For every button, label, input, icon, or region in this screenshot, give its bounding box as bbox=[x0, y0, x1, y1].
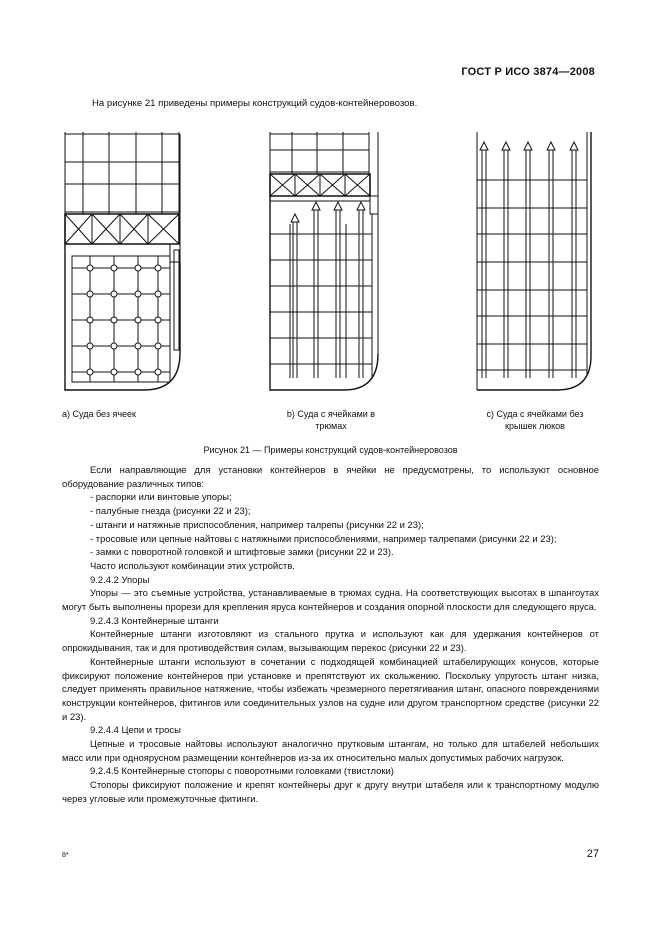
ship-with-cells-without-hatch-covers-diagram bbox=[473, 128, 597, 400]
list-item: - штанги и натяжные приспособления, например талрепы (рисунки 22 и 23); bbox=[90, 519, 424, 531]
caption-b-line2: трюмах bbox=[315, 421, 347, 431]
figure-title: Рисунок 21 — Примеры конструкций судов-контейнеровозов bbox=[203, 445, 458, 455]
paragraph: Контейнерные штанги изготовляют из стального прутка и используют как для удержания контейнеров от опрокидывания, так и для противодействия силам, вызывающим перекос (рисунки 22 и 23). bbox=[62, 629, 599, 655]
caption-c-line2: крышек люков bbox=[505, 421, 565, 431]
list-item: - палубные гнезда (рисунки 22 и 23); bbox=[90, 506, 251, 518]
list-item: - распорки или винтовые упоры; bbox=[90, 492, 232, 504]
paragraph: Стопоры фиксируют положение и крепят контейнеры друг к другу внутри штабеля или к транспортному модулю через угловые или промежуточные фитинги. bbox=[62, 780, 599, 805]
list-item: - замки с поворотной головкой и штифтовые замки (рисунки 22 и 23). bbox=[90, 547, 394, 559]
paragraph: Часто используют комбинации этих устройств. bbox=[90, 560, 295, 572]
document-header: ГОСТ Р ИСО 3874—2008 bbox=[461, 66, 595, 78]
sheet-mark: 8* bbox=[62, 852, 69, 859]
page-number: 27 bbox=[586, 848, 599, 860]
section-heading: 9.2.4.2 Упоры bbox=[90, 574, 150, 586]
section-heading: 9.2.4.3 Контейнерные штанги bbox=[90, 615, 219, 627]
caption-b bbox=[256, 408, 406, 432]
paragraph: Упоры — это съемные устройства, устанавливаемые в трюмах судна. На соответствующих высотах в шпангоутах могут быть выполнены прорези для крепления яруса контейнеров и создания опорной плоскости для следующего яруса. bbox=[62, 588, 599, 614]
section-heading: 9.2.4.5 Контейнерные стопоры с поворотными головками (твистлоки) bbox=[90, 766, 394, 778]
caption-c-line1: с) Суда с ячейками без bbox=[486, 409, 584, 419]
intro-text: На рисунке 21 приведены примеры конструкций судов-контейнеровозов. bbox=[92, 98, 418, 109]
ship-without-cells-diagram bbox=[62, 128, 187, 400]
body-text bbox=[62, 464, 599, 807]
caption-a: а) Суда без ячеек bbox=[62, 409, 136, 419]
paragraph: Контейнерные штанги используют в сочетании с подходящей комбинацией штабелирующих конусов, которые фиксируют положение контейнеров при установке и препятствуют их скольжению. Поскольку упругость штанг низка, следует применять правильное натяжение, чтобы избежать чрезмерного перетягивания штанг, опасного повреждениями конструкции контейнеров, фитингов или соединительных узлов на судне или другом транспортном средстве (рисунки 22 и 23). bbox=[62, 656, 599, 723]
section-heading: 9.2.4.4 Цепи и тросы bbox=[90, 725, 181, 737]
caption-c bbox=[460, 408, 610, 432]
paragraph: Если направляющие для установки контейнеров в ячейки не предусмотрены, то используют основное оборудование различных типов: bbox=[62, 465, 599, 490]
paragraph: Цепные и тросовые найтовы используют аналогично прутковым штангам, но только для штабелей небольших масс или при одноярусном размещении контейнеров из-за их относительно малых допустимых рабочих нагрузок. bbox=[62, 739, 599, 764]
ship-with-cells-in-holds-diagram bbox=[266, 128, 388, 400]
list-item: - тросовые или цепные найтовы с натяжными приспособлениями, например талрепами (рисунки 22 и 23); bbox=[90, 533, 557, 545]
caption-b-line1: b) Суда с ячейками в bbox=[286, 409, 376, 419]
